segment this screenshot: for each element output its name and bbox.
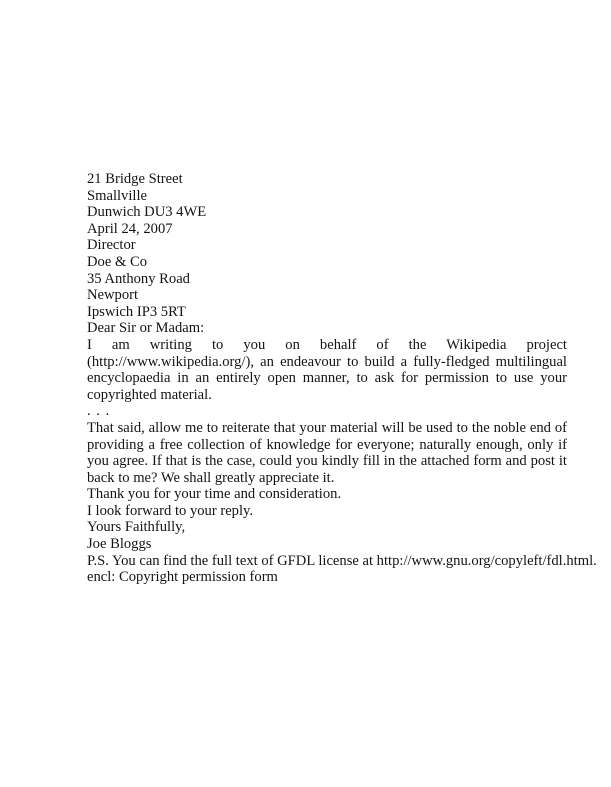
postscript: P.S. You can find the full text of GFDL license at http://www.gnu.org/copyleft/fdl.html. — [87, 552, 597, 569]
ellipsis-paragraph: . . . — [87, 403, 111, 420]
salutation: Dear Sir or Madam: — [87, 320, 205, 337]
recipient-address-line: Director — [87, 237, 136, 254]
signature-name: Joe Bloggs — [87, 536, 152, 553]
body-paragraph-1: I am writing to you on behalf of the Wikipedia project (http://www.wikipedia.org/), an endeavour to build a fully-fledged multilingual encyclopaedia in an entirely open manner, to ask for permission to use your copyrighted material. — [87, 336, 567, 403]
recipient-address-block — [87, 237, 567, 320]
closing-phrase: Yours Faithfully, — [87, 519, 186, 536]
enclosure-note: encl: Copyright permission form — [87, 569, 278, 586]
sender-address-line: Smallville — [87, 187, 147, 204]
recipient-address-line: 35 Anthony Road — [87, 270, 190, 287]
sender-address-block — [87, 171, 567, 221]
recipient-address-line: Newport — [87, 287, 139, 304]
sender-address-line: Dunwich DU3 4WE — [87, 204, 207, 221]
recipient-address-line: Doe & Co — [87, 253, 147, 270]
body-paragraph-3: Thank you for your time and consideration. — [87, 486, 342, 503]
body-paragraph-2: That said, allow me to reiterate that your material will be used to the noble end of providing a free collection of knowledge for everyone; naturally enough, only if you agree. If that is the case, could you kindly fill in the attached form and post it back to me? We shall greatly appreciate it. — [87, 419, 567, 486]
recipient-address-line: Ipswich IP3 5RT — [87, 303, 186, 320]
sender-address-line: 21 Bridge Street — [87, 171, 183, 187]
letter-date: April 24, 2007 — [87, 220, 173, 237]
body-paragraph-4: I look forward to your reply. — [87, 502, 254, 519]
